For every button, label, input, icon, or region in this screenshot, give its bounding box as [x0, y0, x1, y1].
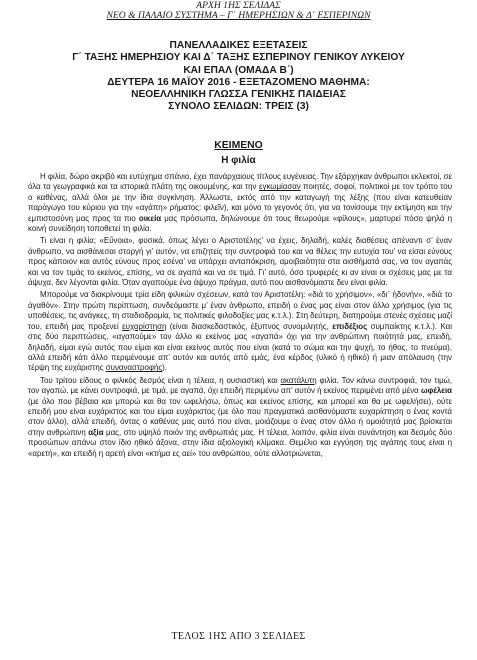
exam-title-line: ΚΑΙ ΕΠΑΛ (ΟΜΑΔΑ Β΄): [183, 64, 294, 76]
paragraph-text: μας, στο υψηλό ποιόν της ανθρωπιάς μας. Η τέλεια, λοιπόν, φιλία είναι συνάντηση και δεσμός δύο προσώπων απάνω στον ίδιο ηθικό άξονα, στην ίδια αξιολογική κλίμακα. Θεμέλιο και εγγύηση της αγάπης τους είναι η «αρετή», και επειδή η αρετή είναι «κτήμα ες αεί» του ανθρώπου, ούτε αλλοτριώνεται,: [28, 427, 452, 458]
exam-title-line: ΠΑΝΕΛΛΑΔΙΚΕΣ ΕΞΕΤΑΣΕΙΣ: [169, 40, 308, 51]
exam-pages-line: ΣΥΝΟΛΟ ΣΕΛΙΔΩΝ: ΤΡΕΙΣ (3): [168, 101, 309, 113]
paragraph-1: [28, 172, 452, 234]
paragraph-text: μας πρόσωπα, δηλώνουμε ότι τους θεωρούμε «φίλους», μαρτυρεί πόσο ψηλά η κοινή συνείδηση τοποθετεί τη φιλία.: [28, 213, 452, 234]
paragraph-text: ποιητές, σοφοί, πολιτικοί με τον τρόπο του ο καθένας, αλλά όλοι με την ίδια συγκίνηση. Άλλωστε, εκτός από την καταγωγή της λέξης (που είναι κατευθείαν παράγωγο του κύριου για την «αγάπη» ρήματος: φιλεῖν), και μόνο το γεγονός ότι, για να τονίσουμε την εκτίμηση και την εμπιστοσύνη μας προς τα πιο: [28, 182, 453, 223]
paragraph-text: φιλία. Τον κάνω συντροφιά, τον τιμώ, τον αγαπώ, με κάνει συντροφιά, με τιμά, με αγαπά, όχι επειδή περιμένω απ’ αυτόν ή εκείνος περιμένει από μένα: [28, 375, 452, 396]
bold-word: ωφέλεια: [420, 386, 452, 396]
bold-word: οικεία: [138, 213, 162, 223]
paragraph-4: [28, 376, 452, 459]
paragraph-text: Τι είναι η φιλία; «Εὔνοια», φυσικά, όπως λέγει ο Αριστοτέλης’ να έχεις, δηλαδή, καλές διαθέσεις απέναντι σ’ έναν άνθρωπο, να αισθάνεσαι στοργή γι’ αυτόν, να επιζητείς την συντροφιά του και να θέλεις την ευτυχία του’ να είσαι εύνους προς κάποιον και αυτός εύνους προς εσένα’ να υπάρχει ανταπόκριση, αμοιβαιότητα στα αισθήματά σας, να τον αγαπάς και να τον τιμάς το εκείνος, επίσης, να σε αγαπά και να σε τιμά. Γι’ αυτό, όσο τρυφερές κι αν είναι οι σχέσεις μας με τα άψυχα, δεν λέγονται φιλία. Όταν αγαπούμε ένα άψυχο πράγμα, αυτό που αισθανόμαστε δεν είναι φιλία.: [28, 236, 452, 288]
bold-word: αξία: [88, 427, 104, 437]
exam-title-line: Γ΄ ΤΑΞΗΣ ΗΜΕΡΗΣΙΟΥ ΚΑΙ Δ΄ ΤΑΞΗΣ ΕΣΠΕΡΙΝΟΥ ΓΕΝΙΚΟΥ ΛΥΚΕΙΟΥ: [72, 52, 405, 64]
paragraph-text: ή ομοιότητά μας βρίσκεται στην ανθρώπινη: [28, 417, 453, 437]
underlined-word: ευχαρίστηση: [122, 321, 167, 331]
page-header-system: ΝΕΟ & ΠΑΛΑΙΟ ΣΥΣΤΗΜΑ – Γ΄ ΗΜΕΡΗΣΙΩΝ & Δ΄ ΕΣΠΕΡΙΝΩΝ: [106, 10, 371, 21]
paragraph-2: [28, 236, 452, 288]
paragraph-text: Του τρίτου είδους ο φιλικός δεσμός είναι η τέλεια, η ουσιαστική και: [40, 375, 281, 385]
paragraph-text: (είναι διασκεδαστικός, έξυπνος συνομιλητής,: [166, 321, 333, 331]
paragraph-text: Η φιλία, δώρο ακριβό και ευτύχημα σπάνιο, έχει πανάρχαιους τίτλους ευγένειας. Την εξάρχηκαν άνθρωποι εκλεκτοί, σε όλα τα γεωγραφικά και τα ιστορικά πλάτη της οικουμένης, και την: [28, 172, 452, 192]
page-header-start: ΑΡΧΗ 1ΗΣ ΣΕΛΙΔΑΣ: [196, 0, 281, 11]
exam-subject-line: ΝΕΟΕΛΛΗΝΙΚΗ ΓΛΩΣΣΑ ΓΕΝΙΚΗΣ ΠΑΙΔΕΙΑΣ: [131, 89, 346, 101]
underlined-word: ακατάλυτη: [280, 375, 317, 385]
paragraph-3: [28, 290, 452, 373]
paragraph-text: ).: [162, 363, 167, 373]
paragraph-text: (με όλο που βέβαια και μπορώ και θα τον ωφελήσω, όπως και εκείνος επίσης, και μπορεί και θα με ωφελήσει), ούτε επειδή μου είναι ευχάριστος και του είμαι ευχάριστος (με όλο που πραγματικά αισθανόμαστε ευχαρίστηση ο ένας κοντά στον άλλο), αλλά επειδή, όντας ο καθένας μας αυτό που είναι, μοιάζουμε ο ένας στον άλλο: [28, 396, 452, 427]
underlined-word: εγκωμίασαν: [258, 182, 301, 192]
paragraph-text: Μπορούμε να διακρίνουμε τρία είδη φιλικών σχέσεων, κατά τον Αριστοτέλη: «διά το χρήσιμον», «δι᾽ ἡδονήν», «διά το ἀγαθόν». Στην πρώτη περίπτωση, συνδεόμαστε μ’ έναν άνθρωπο, επειδή ο ένας μας είναι στον άλλο χρήσιμος (για τις υποθέσεις, τις ανάγκες, τη σταδιοδρομία, τις πολιτικές φιλοδοξίες μας κ.τ.λ.). Στη δεύτερη, διατηρούμε στενές σχέσεις μαζί του, επειδή μας προξενεί: [28, 290, 452, 331]
exam-title-block: [0, 40, 477, 114]
page-footer: ΤΕΛΟΣ 1ΗΣ ΑΠΟ 3 ΣΕΛΙΔΕΣ: [171, 631, 306, 642]
bold-word: επιδέξιος: [332, 321, 368, 331]
text-body: [28, 172, 452, 461]
underlined-word: συναναστροφής: [105, 363, 163, 373]
text-title: Η φιλία: [221, 155, 256, 166]
paragraph-text: συμπαίκτης κ.τ.λ.). Και στις δύο περιπτώσεις, «αγαπούμε» τον άλλο κι εκείνος μας «αγαπά» όχι για την ανθρώπινη ποιότητά μας, επειδή, δηλαδή, είμαι εγώ αυτός που είμαι και είναι εκείνος αυτός που είναι (κατά το σώμα και την ψυχή, το ήθος, το πνεύμα), αλλά επειδή κάτι άλλο περιμένουμε απ’ αυτόν και αυτός από εμάς, ένα κέρδος (υλικό ή ηθικό) ή μιαν απόλαυση (την τέρψη της ευχάριστης: [28, 321, 452, 373]
section-heading: ΚΕΙΜΕΝΟ: [214, 140, 263, 151]
exam-date-line: ΔΕΥΤΕΡΑ 16 ΜΑΪΟΥ 2016 - ΕΞΕΤΑΖΟΜΕΝΟ ΜΑΘΗΜΑ:: [107, 76, 370, 88]
